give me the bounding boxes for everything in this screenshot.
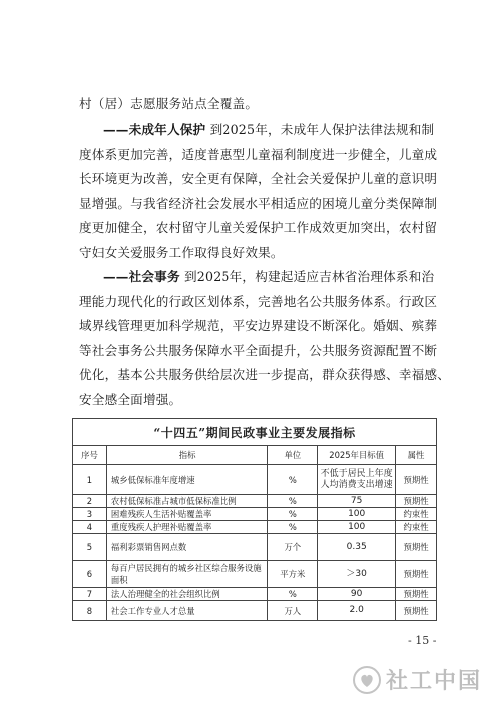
table-row bbox=[73, 508, 437, 521]
text-line bbox=[79, 118, 437, 143]
cell-attribute: 预期性 bbox=[396, 465, 437, 495]
text-line: 度体系更加完善，适度普惠型儿童福利制度进一步健全，儿童成 bbox=[79, 146, 438, 162]
cell-attribute: 预期性 bbox=[396, 588, 437, 601]
text-line bbox=[79, 265, 437, 290]
cell-target: 100 bbox=[318, 508, 396, 521]
text-fragment: 到2025年，未成年人保护法律法规和制 bbox=[205, 122, 435, 137]
cell-unit: % bbox=[268, 521, 318, 534]
heart-hands-icon bbox=[352, 665, 382, 695]
paragraph-intro-tail bbox=[79, 92, 437, 117]
text-line: 域界线管理更加科学规范，平安边界建设不断深化。婚姻、殡葬 bbox=[79, 318, 438, 333]
text-line: 理能力现代化的行政区划体系，完善地名公共服务体系。行政区 bbox=[79, 293, 438, 309]
text-line: 度更加健全，农村留守儿童关爱保护工作成效更加突出，农村留 bbox=[79, 220, 438, 235]
cell-target: 90 bbox=[318, 588, 396, 601]
table-row bbox=[73, 495, 437, 508]
page-number: - 15 - bbox=[408, 634, 437, 647]
header-attribute: 属性 bbox=[396, 446, 437, 465]
cell-indicator: 福利彩票销售网点数 bbox=[106, 534, 267, 561]
header-no: 序号 bbox=[73, 446, 107, 465]
cell-no: 8 bbox=[73, 601, 107, 621]
cell-no: 7 bbox=[73, 588, 107, 601]
cell-indicator: 每百户居民拥有的城乡社区综合服务设施面积 bbox=[106, 561, 267, 588]
cell-no: 1 bbox=[73, 465, 107, 495]
cell-unit: % bbox=[268, 495, 318, 508]
paragraph-minors-protection bbox=[79, 118, 437, 265]
cell-attribute: 预期性 bbox=[396, 534, 437, 561]
cell-target: 0.35 bbox=[318, 534, 396, 561]
header-target: 2025年目标值 bbox=[318, 446, 396, 465]
cell-target: 2.0 bbox=[318, 601, 396, 621]
text-line: 守妇女关爱服务工作取得良好效果。 bbox=[79, 244, 284, 260]
text-line: 等社会事务公共服务保障水平全面提升，公共服务资源配置不断 bbox=[79, 342, 438, 358]
paragraph-social-affairs bbox=[79, 265, 451, 412]
cell-unit: 平方米 bbox=[268, 561, 318, 588]
cell-target: ＞30 bbox=[318, 561, 396, 588]
indicators-table bbox=[72, 418, 437, 621]
watermark bbox=[352, 664, 482, 695]
cell-attribute: 预期性 bbox=[396, 601, 437, 621]
table-row bbox=[73, 534, 437, 561]
header-indicator: 指标 bbox=[106, 446, 267, 465]
cell-indicator: 城乡低保标准年度增速 bbox=[106, 465, 267, 495]
paragraph-lead-heading: ——社会事务 bbox=[103, 269, 180, 284]
cell-target: 100 bbox=[318, 521, 396, 534]
table-row bbox=[73, 601, 437, 621]
text-line: 优化，基本公共服务供给层次进一步提高，群众获得感、幸福感、 bbox=[79, 367, 451, 382]
cell-target: 不低于居民上年度人均消费支出增速 bbox=[318, 465, 396, 495]
watermark-text: 社工中国 bbox=[386, 669, 483, 694]
text-line: 显增强。与我省经济社会发展水平相适应的困境儿童分类保障制 bbox=[79, 195, 438, 211]
cell-no: 2 bbox=[73, 495, 107, 508]
cell-unit: 万人 bbox=[268, 601, 318, 621]
paragraph-lead-heading: ——未成年人保护 bbox=[103, 122, 206, 137]
table-row bbox=[73, 521, 437, 534]
cell-unit: % bbox=[268, 588, 318, 601]
cell-indicator: 农村低保标准占城市低保标准比例 bbox=[106, 495, 267, 508]
cell-no: 6 bbox=[73, 561, 107, 588]
cell-no: 4 bbox=[73, 521, 107, 534]
cell-indicator: 重度残疾人护理补贴覆盖率 bbox=[106, 521, 267, 534]
cell-unit: 万个 bbox=[268, 534, 318, 561]
cell-attribute: 约束性 bbox=[396, 508, 437, 521]
table-header-row bbox=[73, 446, 437, 465]
text-line: 长环境更为改善，安全更有保障，全社会关爱保护儿童的意识明 bbox=[79, 171, 438, 186]
cell-target: 75 bbox=[318, 495, 396, 508]
table-row bbox=[73, 561, 437, 588]
cell-indicator: 法人治理健全的社会组织比例 bbox=[106, 588, 267, 601]
table-row bbox=[73, 465, 437, 495]
cell-no: 3 bbox=[73, 508, 107, 521]
text-line: 村（居）志愿服务站点全覆盖。 bbox=[79, 96, 259, 111]
cell-unit: % bbox=[268, 465, 318, 495]
text-line: 安全感全面增强。 bbox=[79, 391, 182, 407]
cell-attribute: 预期性 bbox=[396, 561, 437, 588]
table-row bbox=[73, 588, 437, 601]
table-caption: “十四五”期间民政事业主要发展指标 bbox=[73, 419, 437, 446]
cell-attribute: 约束性 bbox=[396, 521, 437, 534]
cell-indicator: 困难残疾人生活补贴覆盖率 bbox=[106, 508, 267, 521]
cell-indicator: 社会工作专业人才总量 bbox=[106, 601, 267, 621]
cell-unit: % bbox=[268, 508, 318, 521]
cell-no: 5 bbox=[73, 534, 107, 561]
text-fragment: 到2025年，构建起适应吉林省治理体系和治 bbox=[179, 269, 435, 284]
header-unit: 单位 bbox=[268, 446, 318, 465]
cell-attribute: 预期性 bbox=[396, 495, 437, 508]
